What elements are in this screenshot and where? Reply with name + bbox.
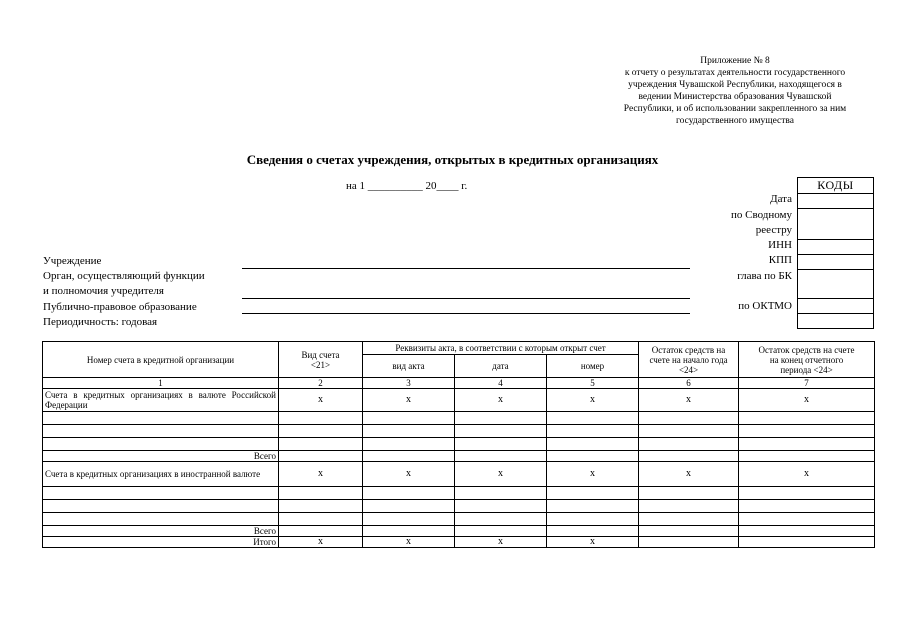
header-balance-end-line: периода <24> (780, 364, 833, 375)
code-label-kpp: КПП (768, 254, 792, 266)
x-mark: x (639, 389, 739, 412)
table-cell[interactable] (547, 412, 639, 425)
document-title: Сведения о счетах учреждения, открытых в кредитных организациях (246, 152, 659, 167)
table-cell[interactable] (547, 451, 639, 462)
code-oktmo-cell[interactable] (798, 299, 874, 314)
x-mark: x (279, 462, 363, 487)
table-cell[interactable] (547, 425, 639, 438)
code-label-bk: глава по БК (737, 270, 792, 282)
table-row (43, 513, 875, 526)
column-number: 5 (547, 378, 639, 389)
appendix-line: государственного имущества (676, 116, 794, 126)
subtotal-label: Всего (43, 526, 279, 537)
table-cell[interactable] (639, 438, 739, 451)
table-row (43, 412, 875, 425)
section-rub-label: Счета в кредитных организациях в валюте Российской Федерации (43, 389, 279, 412)
column-number: 6 (639, 378, 739, 389)
appendix-line: учреждения Чувашской Республики, находящегося в (628, 80, 842, 90)
table-cell[interactable] (639, 425, 739, 438)
table-cell[interactable] (279, 526, 363, 537)
header-balance-end-line: на конец отчетного (769, 354, 844, 365)
table-cell[interactable] (547, 526, 639, 537)
table-cell[interactable] (363, 513, 455, 526)
table-cell[interactable] (43, 438, 279, 451)
table-cell[interactable] (739, 526, 875, 537)
table-cell[interactable] (455, 513, 547, 526)
code-periodicity-cell[interactable] (798, 314, 874, 329)
table-cell[interactable] (279, 412, 363, 425)
report-date-line: на 1 __________ 20____ г. (346, 180, 468, 192)
table-cell[interactable] (363, 412, 455, 425)
table-cell[interactable] (639, 451, 739, 462)
appendix-line: ведении Министерства образования Чувашской (638, 92, 832, 102)
x-mark: x (739, 462, 875, 487)
header-balance-start-line: Остаток средств на (651, 344, 726, 355)
code-inn-cell[interactable] (798, 240, 874, 255)
column-number: 7 (739, 378, 875, 389)
header-balance-end (739, 342, 875, 378)
header-act-date: дата (455, 355, 547, 378)
table-cell[interactable] (639, 412, 739, 425)
code-label-oktmo: по ОКТМО (738, 300, 792, 312)
founder-label: и полномочия учредителя (43, 285, 164, 297)
x-mark: x (455, 537, 547, 548)
code-label-inn: ИНН (768, 239, 792, 251)
x-mark: x (455, 462, 547, 487)
table-cell[interactable] (455, 487, 547, 500)
column-number: 4 (455, 378, 547, 389)
header-account-number: Номер счета в кредитной организации (43, 342, 279, 378)
table-cell[interactable] (547, 487, 639, 500)
table-row (43, 487, 875, 500)
x-mark: x (363, 462, 455, 487)
total-label: Итого (43, 537, 279, 548)
table-cell[interactable] (547, 513, 639, 526)
subtotal-label: Всего (43, 451, 279, 462)
table-cell[interactable] (279, 513, 363, 526)
table-cell[interactable] (363, 487, 455, 500)
table-cell[interactable] (455, 500, 547, 513)
x-mark: x (363, 389, 455, 412)
code-label-registry: реестру (755, 224, 792, 236)
header-balance-start-line: <24> (678, 364, 699, 375)
header-account-type-line: Вид счета (301, 349, 340, 360)
table-cell[interactable] (639, 526, 739, 537)
table-cell[interactable] (363, 438, 455, 451)
table-cell[interactable] (639, 513, 739, 526)
column-number: 1 (43, 378, 279, 389)
codes-header: КОДЫ (798, 178, 874, 194)
founder-field[interactable] (242, 298, 690, 299)
table-cell[interactable] (279, 425, 363, 438)
institution-field[interactable] (242, 268, 690, 269)
code-label-date: Дата (770, 193, 792, 205)
table-row (43, 425, 875, 438)
table-cell[interactable] (639, 537, 739, 548)
header-account-type (279, 342, 363, 378)
table-cell[interactable] (363, 500, 455, 513)
table-cell[interactable] (455, 451, 547, 462)
table-cell[interactable] (455, 526, 547, 537)
code-registry-cell[interactable] (798, 209, 874, 240)
column-number: 2 (279, 378, 363, 389)
code-bk-cell[interactable] (798, 270, 874, 299)
table-cell[interactable] (739, 537, 875, 548)
x-mark: x (279, 389, 363, 412)
table-cell[interactable] (43, 487, 279, 500)
table-cell[interactable] (547, 438, 639, 451)
table-cell[interactable] (639, 500, 739, 513)
x-mark: x (739, 389, 875, 412)
table-cell[interactable] (639, 487, 739, 500)
table-cell[interactable] (739, 513, 875, 526)
header-act-type: вид акта (363, 355, 455, 378)
header-act-details: Реквизиты акта, в соответствии с которым открыт счет (363, 342, 639, 355)
codes-table (797, 177, 874, 329)
table-cell[interactable] (43, 425, 279, 438)
table-cell[interactable] (43, 500, 279, 513)
table-cell[interactable] (43, 513, 279, 526)
header-balance-start (639, 342, 739, 378)
table-row (43, 438, 875, 451)
x-mark: x (639, 462, 739, 487)
table-cell[interactable] (739, 438, 875, 451)
accounts-table (42, 341, 875, 548)
header-act-number: номер (547, 355, 639, 378)
table-cell[interactable] (279, 487, 363, 500)
table-cell[interactable] (363, 425, 455, 438)
table-cell[interactable] (739, 500, 875, 513)
header-balance-start-line: счете на начало года (649, 354, 728, 365)
header-account-type-line: <21> (310, 359, 331, 370)
institution-label: Учреждение (43, 255, 102, 267)
table-cell[interactable] (279, 438, 363, 451)
public-entity-label: Публично-правовое образование (43, 301, 197, 313)
founder-label: Орган, осуществляющий функции (43, 270, 205, 282)
column-number: 3 (363, 378, 455, 389)
x-mark: x (363, 537, 455, 548)
code-label-registry: по Сводному (730, 209, 792, 221)
appendix-line: к отчету о результатах деятельности государственного (624, 68, 846, 78)
x-mark: x (547, 462, 639, 487)
table-cell[interactable] (43, 412, 279, 425)
x-mark: x (547, 389, 639, 412)
table-cell[interactable] (455, 412, 547, 425)
code-date-cell[interactable] (798, 194, 874, 209)
table-cell[interactable] (739, 451, 875, 462)
table-cell[interactable] (363, 451, 455, 462)
x-mark: x (279, 537, 363, 548)
table-cell[interactable] (739, 487, 875, 500)
table-cell[interactable] (455, 438, 547, 451)
table-cell[interactable] (455, 425, 547, 438)
code-kpp-cell[interactable] (798, 255, 874, 270)
table-cell[interactable] (739, 412, 875, 425)
table-cell[interactable] (279, 500, 363, 513)
appendix-block (600, 55, 870, 127)
x-mark: x (455, 389, 547, 412)
section-fx-label: Счета в кредитных организациях в иностранной валюте (43, 462, 279, 487)
table-cell[interactable] (279, 451, 363, 462)
appendix-line: Республики, и об использовании закрепленного за ним (623, 104, 847, 114)
header-balance-end-line: Остаток средств на счете (758, 344, 855, 355)
x-mark: x (547, 537, 639, 548)
table-cell[interactable] (547, 500, 639, 513)
appendix-title: Приложение № 8 (700, 56, 770, 66)
periodicity-label: Периодичность: годовая (43, 316, 158, 328)
table-cell[interactable] (363, 526, 455, 537)
public-entity-field[interactable] (242, 313, 690, 314)
table-row (43, 500, 875, 513)
table-cell[interactable] (739, 425, 875, 438)
